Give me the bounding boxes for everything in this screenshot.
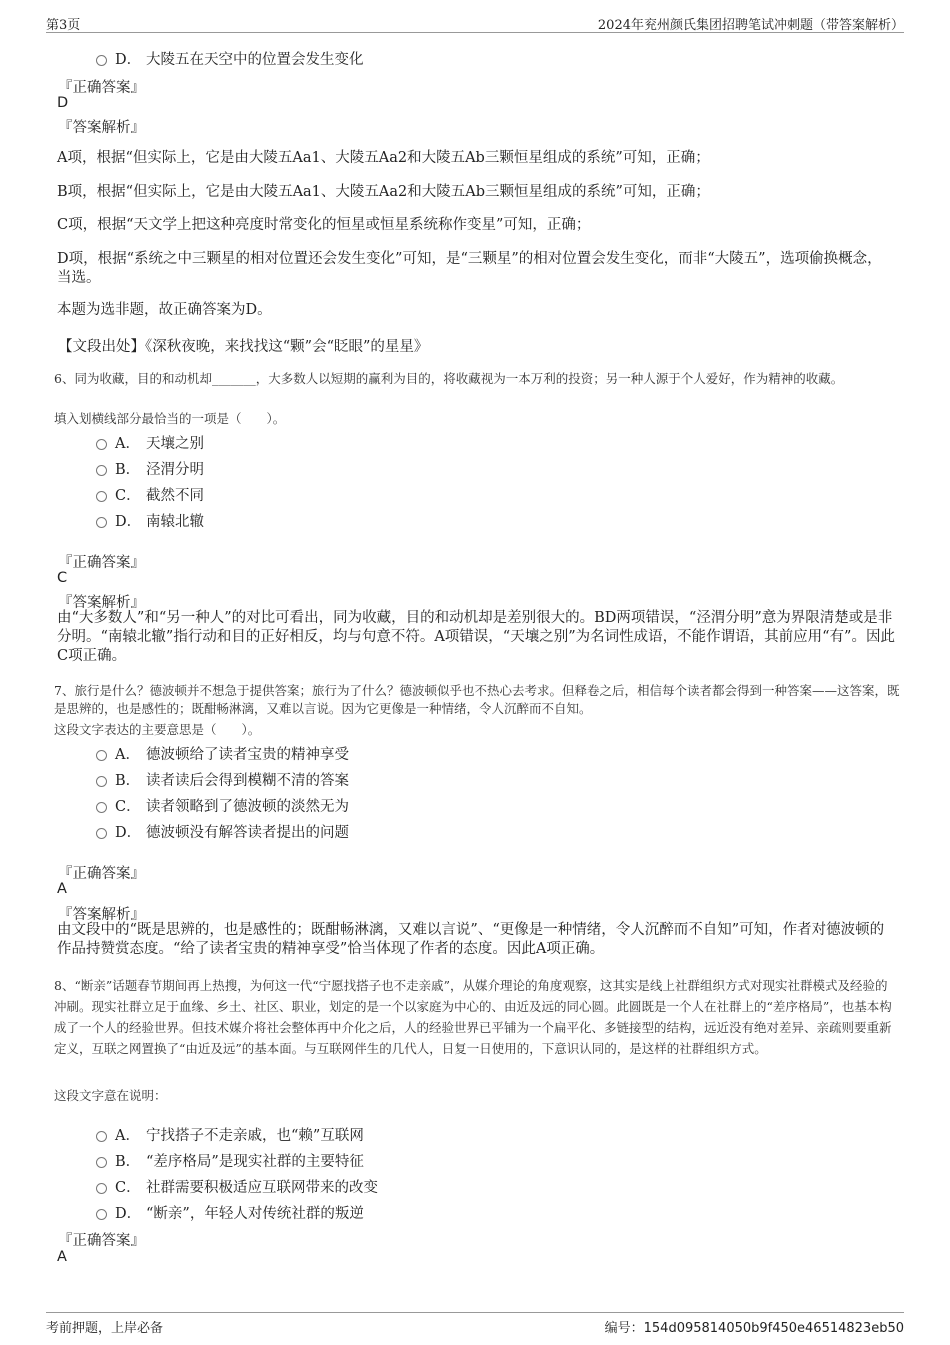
radio-icon[interactable] (96, 1209, 107, 1220)
q7-option-b[interactable]: B． 读者读后会得到模糊不清的答案 (96, 769, 349, 789)
answer-label: 『正确答案』 (58, 1233, 145, 1249)
radio-icon[interactable] (96, 776, 107, 787)
answer-label: 『正确答案』 (58, 80, 145, 96)
radio-icon[interactable] (96, 1157, 107, 1168)
radio-icon[interactable] (96, 750, 107, 761)
radio-icon[interactable] (96, 802, 107, 813)
q7-prompt: 这段文字表达的主要意思是（ ）。 (54, 722, 261, 737)
document-title: 2024年兖州颜氏集团招聘笔试冲刺题（带答案解析） (597, 18, 904, 33)
q7-stem: 7、旅行是什么？德波顿并不想急于提供答案；旅行为了什么？德波顿似乎也不热心去考求。但释卷之后，相信每个读者都会得到一种答案——这答案，既是思辨的，也是感性的；既酣畅淋漓，又难以言说。因为它更像是一种情绪，令人沉醉而不自知。 (54, 683, 900, 716)
q5-option-d[interactable]: D． 大陵五在天空中的位置会发生变化 (96, 48, 364, 68)
q7-option-a[interactable]: A． 德波顿给了读者宝贵的精神享受 (96, 743, 349, 763)
radio-icon[interactable] (96, 439, 107, 450)
q8-answer: A (57, 1249, 67, 1265)
q6-answer: C (57, 570, 68, 586)
radio-icon[interactable] (96, 465, 107, 476)
radio-icon[interactable] (96, 1131, 107, 1142)
q8-prompt: 这段文字意在说明： (54, 1088, 167, 1103)
q5-analysis-b: B项，根据“但实际上，它是由大陵五Aa1、大陵五Aa2和大陵五Ab三颗恒星组成的系统”可知，正确； (57, 184, 710, 200)
q8-option-a[interactable]: A． 宁找搭子不走亲戚，也“赖”互联网 (96, 1124, 364, 1144)
q6-analysis: 由“大多数人”和“另一种人”的对比可看出，同为收藏，目的和动机却是差别很大的。BD两项错误，“泾渭分明”意为界限清楚或是非分明。“南辕北辙”指行动和目的正好相反，均与句意不符。A项错误，“天壤之别”为名词性成语，不能作谓语，其前应用“有”。因此C项正确。 (57, 610, 895, 664)
q6-stem: 6、同为收藏，目的和动机却_______，大多数人以短期的赢利为目的，将收藏视为一本万利的投资；另一种人源于个人爱好，作为精神的收藏。 (54, 371, 844, 386)
q5-analysis-c: C项，根据“天文学上把这种亮度时常变化的恒星或恒星系统称作变星”可知，正确； (57, 217, 591, 233)
radio-icon[interactable] (96, 491, 107, 502)
footer-slogan: 考前押题，上岸必备 (46, 1321, 164, 1336)
radio-icon[interactable] (96, 55, 107, 66)
answer-label: 『正确答案』 (58, 555, 145, 571)
q6-option-c[interactable]: C． 截然不同 (96, 484, 204, 504)
q5-analysis-d: D项，根据“系统之中三颗星的相对位置还会发生变化”可知，是“三颗星”的相对位置会发生变化，而非“大陵五”，选项偷换概念，当选。 (57, 251, 882, 286)
analysis-label: 『答案解析』 (58, 907, 145, 923)
analysis-label: 『答案解析』 (58, 595, 145, 611)
q8-stem: 8、“断亲”话题春节期间再上热搜，为何这一代“宁愿找搭子也不走亲戚”，从媒介理论的角度观察，这其实是线上社群组织方式对现实社群模式及经验的冲刷。现实社群立足于血缘、乡土、社区、职业，划定的是一个以家庭为中心的、由近及远的同心圆。此圆既是一个人在社群上的“差序格局”，也基本构成了一个人的经验世界。但技术媒介将社会整体再中介化之后，人的经验世界已平铺为一个扁平化、多链接型的结构，远近没有绝对差异、亲疏则要重新定义，互联之网置换了“由近及远”的基本面。与互联网伴生的几代人，日复一日使用的，下意识认同的，是这样的社群组织方式。 (54, 978, 892, 1056)
page-header (46, 12, 904, 33)
radio-icon[interactable] (96, 517, 107, 528)
q7-option-d[interactable]: D． 德波顿没有解答读者提出的问题 (96, 821, 349, 841)
q8-option-c[interactable]: C． 社群需要积极适应互联网带来的改变 (96, 1176, 378, 1196)
q8-option-d[interactable]: D． “断亲”，年轻人对传统社群的叛逆 (96, 1202, 364, 1222)
q6-option-a[interactable]: A． 天壤之别 (96, 432, 204, 452)
q6-prompt: 填入划横线部分最恰当的一项是（ ）。 (54, 411, 286, 426)
q6-option-b[interactable]: B． 泾渭分明 (96, 458, 204, 478)
page-footer (46, 1312, 904, 1335)
radio-icon[interactable] (96, 828, 107, 839)
q7-option-c[interactable]: C． 读者领略到了德波顿的淡然无为 (96, 795, 349, 815)
q8-option-b[interactable]: B． “差序格局”是现实社群的主要特征 (96, 1150, 364, 1170)
q6-option-d[interactable]: D． 南辕北辙 (96, 510, 204, 530)
page-number: 第3页 (46, 18, 81, 33)
q5-source: 【文段出处】《深秋夜晚，来找找这“颗”会“眨眼”的星星》 (58, 339, 429, 355)
q5-conclusion: 本题为选非题，故正确答案为D。 (57, 302, 272, 318)
document-id: 编号：154d095814050b9f450e46514823eb50 (604, 1321, 904, 1336)
radio-icon[interactable] (96, 1183, 107, 1194)
q5-answer: D (57, 95, 69, 111)
answer-label: 『正确答案』 (58, 866, 145, 882)
q5-analysis-a: A项，根据“但实际上，它是由大陵五Aa1、大陵五Aa2和大陵五Ab三颗恒星组成的系统”可知，正确； (57, 150, 710, 166)
analysis-label: 『答案解析』 (58, 120, 145, 136)
q7-answer: A (57, 881, 67, 897)
q7-analysis: 由文段中的“既是思辨的，也是感性的；既酣畅淋漓，又难以言说”、“更像是一种情绪，令人沉醉而不自知”可知，作者对德波顿的作品持赞赏态度。“给了读者宝贵的精神享受”恰当体现了作者的态度。因此A项正确。 (57, 922, 885, 957)
